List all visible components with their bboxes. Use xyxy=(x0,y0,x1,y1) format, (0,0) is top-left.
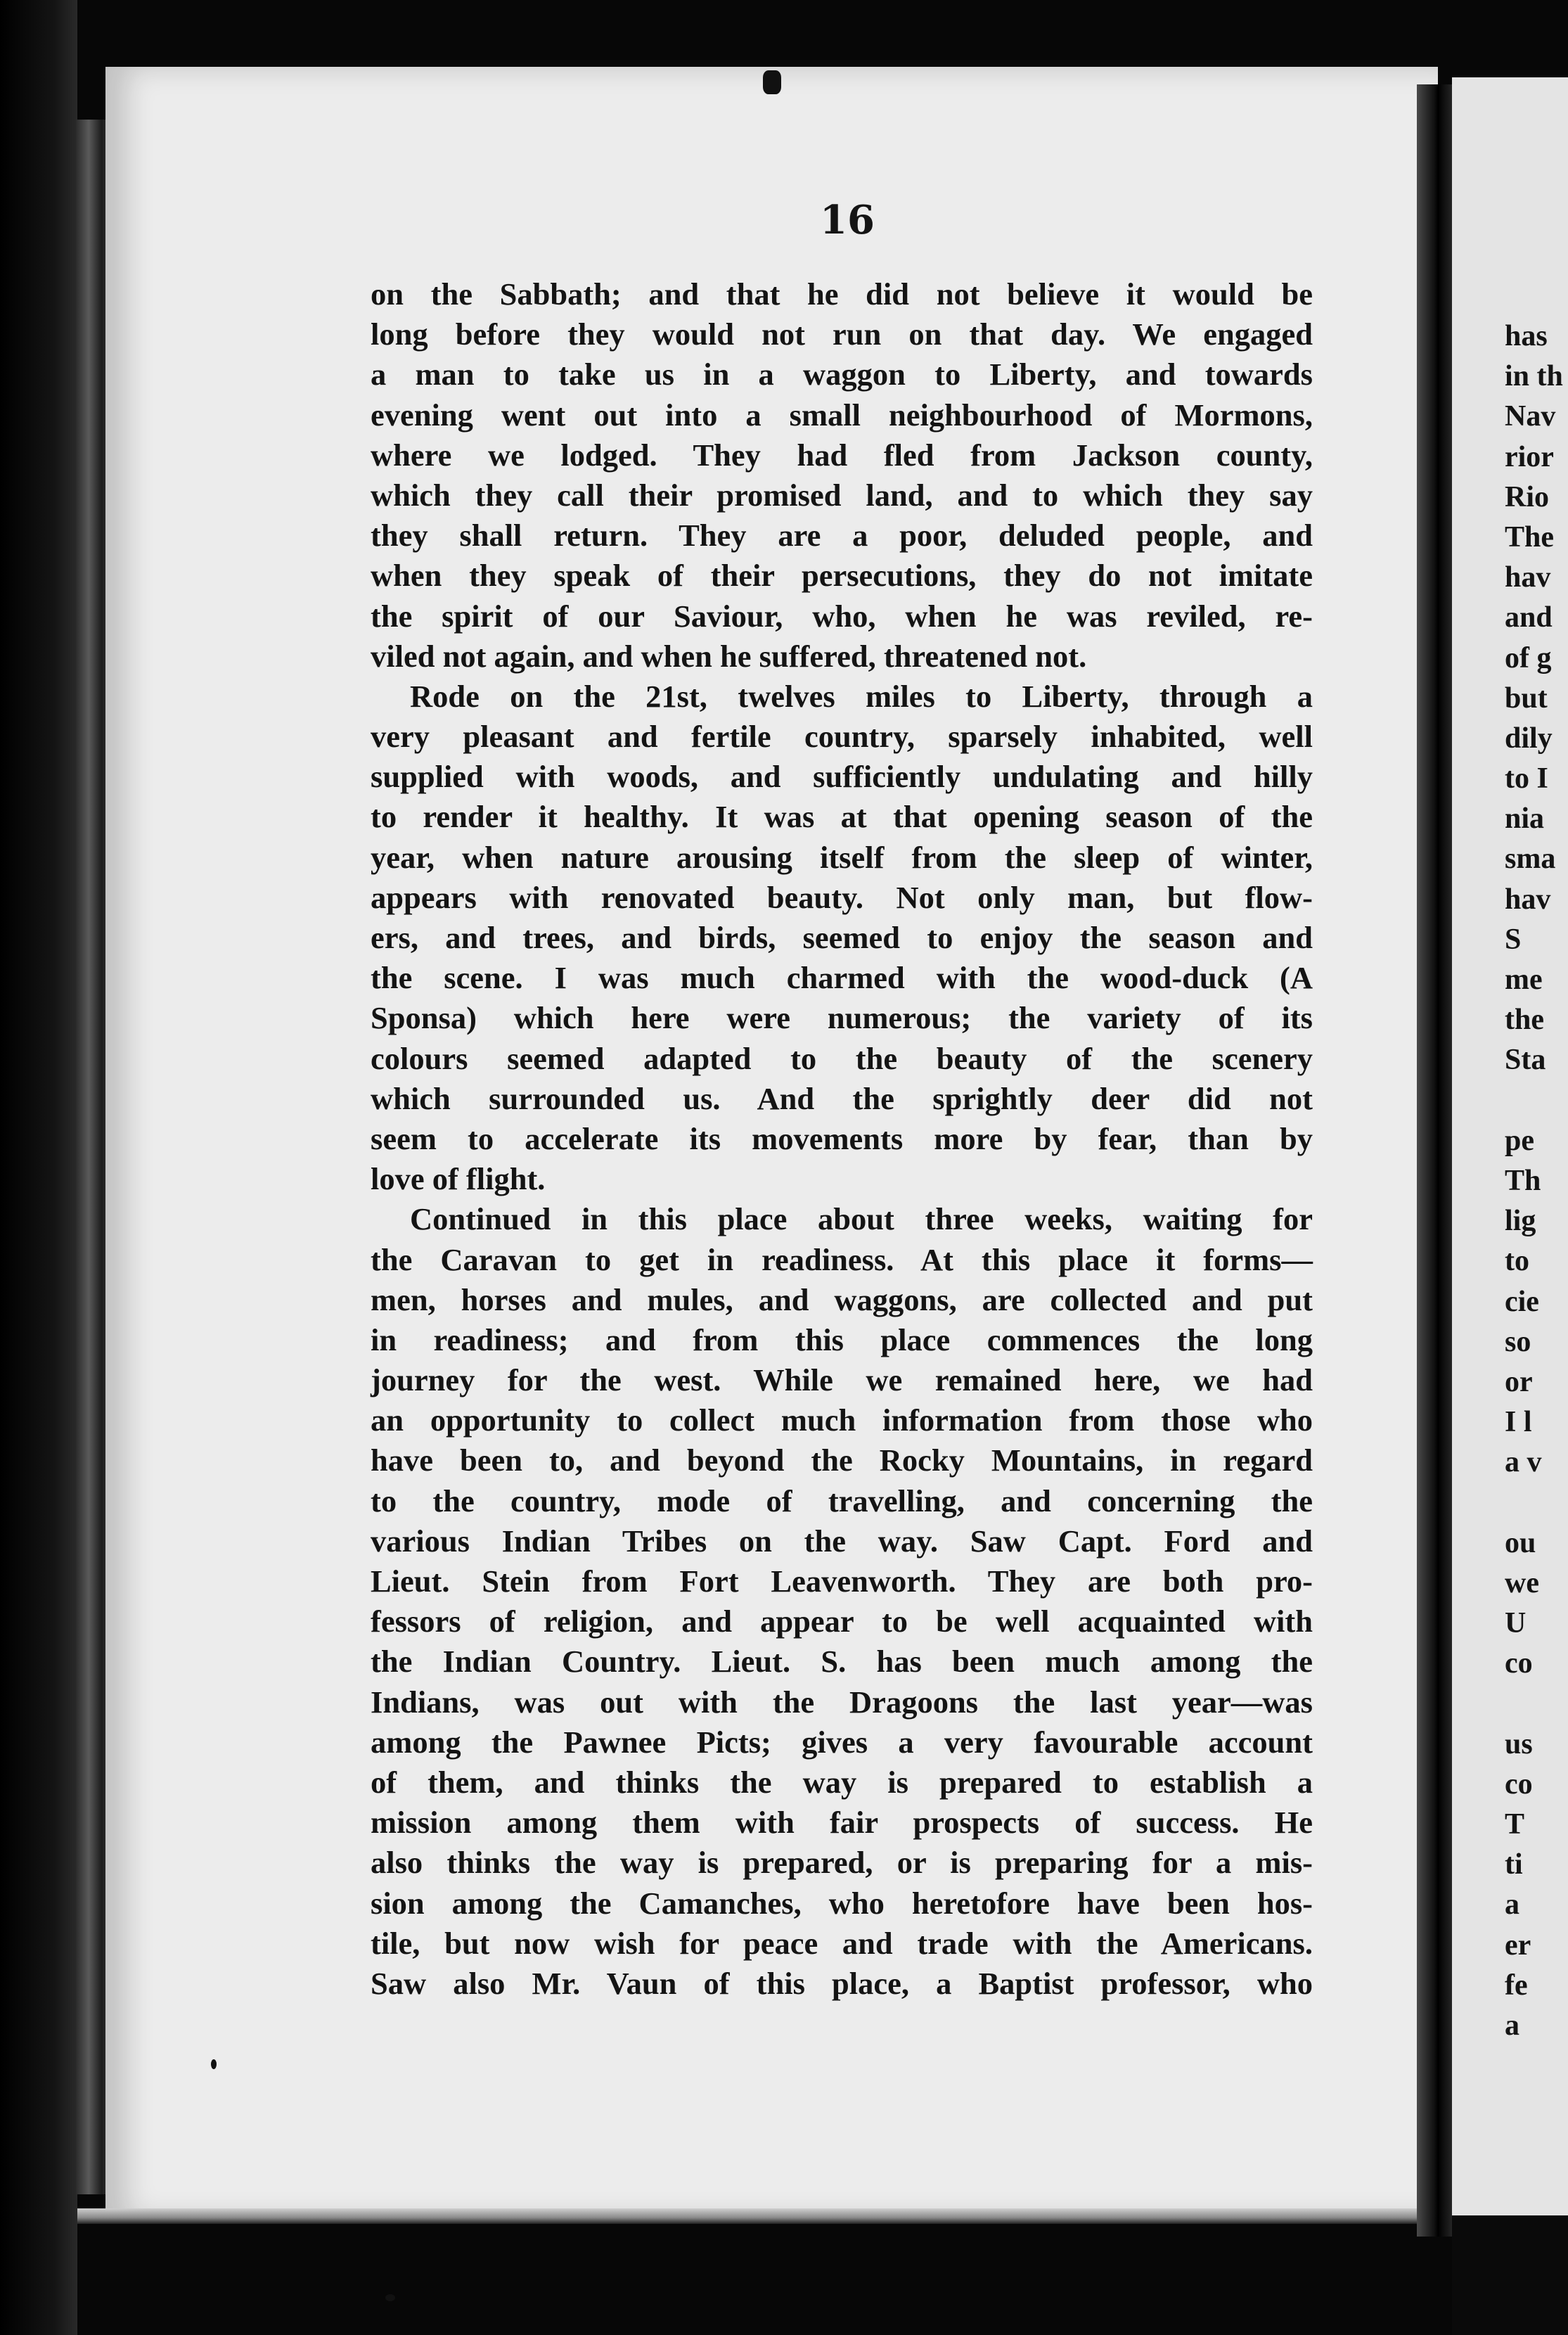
text-line: viled not again, and when he suffered, threatened not. xyxy=(371,638,1087,674)
text-line: they shall return. They are a poor, deluded people, and xyxy=(371,518,1313,554)
facing-text-fragment: hav xyxy=(1505,883,1551,916)
text-line: Indians, was out with the Dragoons the last year—was xyxy=(371,1684,1313,1720)
facing-text-fragment: pe xyxy=(1505,1124,1534,1157)
text-line: supplied with woods, and sufficiently undulating and hilly xyxy=(371,759,1313,795)
text-line: which they call their promised land, and to which they say xyxy=(371,477,1313,513)
facing-text-fragment: or xyxy=(1505,1365,1533,1398)
facing-text-fragment: lig xyxy=(1505,1205,1536,1238)
facing-text-fragment: ti xyxy=(1505,1848,1523,1881)
facing-text-fragment: Rio xyxy=(1505,480,1549,513)
facing-text-fragment: but xyxy=(1505,682,1548,715)
facing-text-fragment: dily xyxy=(1505,722,1553,755)
text-line: also thinks the way is prepared, or is preparing for a mis- xyxy=(371,1845,1313,1881)
facing-text-fragment: the xyxy=(1505,1004,1544,1037)
facing-text-fragment xyxy=(1505,1081,1568,1121)
facing-text-fragment: so xyxy=(1505,1325,1531,1358)
text-line: Saw also Mr. Vaun of this place, a Baptist professor, who xyxy=(371,1965,1313,2001)
facing-text-fragment: The xyxy=(1505,520,1555,554)
body-text-column xyxy=(371,274,1313,2004)
text-line: have been to, and beyond the Rocky Mountains, in regard xyxy=(371,1442,1313,1478)
text-line: colours seemed adapted to the beauty of the scenery xyxy=(371,1040,1313,1076)
facing-text-fragment: I l xyxy=(1505,1406,1532,1439)
facing-text-fragment: has xyxy=(1505,320,1548,352)
text-line: a man to take us in a waggon to Liberty, and towards xyxy=(371,357,1313,392)
text-line: men, horses and mules, and waggons, are collected and put xyxy=(371,1281,1313,1317)
facing-text-fragment: and xyxy=(1505,601,1553,634)
facing-text-fragment: er xyxy=(1505,1928,1531,1962)
facing-text-fragment: T xyxy=(1505,1808,1525,1841)
text-line: appears with renovated beauty. Not only man, but flow- xyxy=(371,879,1313,915)
text-line: of them, and thinks the way is prepared to establish a xyxy=(371,1764,1313,1800)
ink-speck xyxy=(763,70,781,94)
text-line: Lieut. Stein from Fort Leavenworth. They are both pro- xyxy=(371,1563,1313,1599)
facing-text-fragment xyxy=(1505,1684,1568,1724)
text-line: mission among them with fair prospects of success. He xyxy=(371,1805,1313,1841)
facing-text-fragment: U xyxy=(1505,1607,1527,1639)
text-line: Sponsa) which here were numerous; the variety of its xyxy=(371,1000,1313,1036)
ink-speck xyxy=(385,2294,395,2301)
facing-text-fragment: Th xyxy=(1505,1164,1541,1197)
text-line: the spirit of our Saviour, who, when he was reviled, re- xyxy=(371,598,1313,634)
text-line: on the Sabbath; and that he did not believe it would be xyxy=(371,276,1313,312)
text-line: tile, but now wish for peace and trade with the Americans. xyxy=(371,1925,1313,1961)
text-line: to the country, mode of travelling, and concerning the xyxy=(371,1483,1313,1518)
facing-text-fragment: co xyxy=(1505,1647,1533,1680)
text-line: an opportunity to collect much information from those who xyxy=(371,1402,1313,1438)
facing-text-fragment: S xyxy=(1505,923,1522,956)
page-number: 16 xyxy=(820,197,875,243)
facing-text-fragment: cie xyxy=(1505,1285,1539,1318)
text-line: the Caravan to get in readiness. At this place it forms— xyxy=(371,1241,1313,1277)
text-line: ers, and trees, and birds, seemed to enjoy the season and xyxy=(371,920,1313,955)
facing-text-fragment: Nav xyxy=(1505,400,1556,433)
facing-text-fragment: to xyxy=(1505,1245,1529,1278)
page-bottom-edge xyxy=(77,2208,1441,2224)
text-line: which surrounded us. And the sprightly deer did not xyxy=(371,1080,1313,1116)
text-line: in readiness; and from this place commences the long xyxy=(371,1322,1313,1357)
facing-text-fragment: nia xyxy=(1505,802,1545,836)
text-line: the Indian Country. Lieut. S. has been much among the xyxy=(371,1644,1313,1680)
facing-page-text-fragment xyxy=(1505,316,1568,2046)
facing-text-fragment: to I xyxy=(1505,762,1548,795)
text-line: seem to accelerate its movements more by fear, than by xyxy=(371,1120,1313,1156)
facing-text-fragment: a v xyxy=(1505,1446,1542,1479)
facing-text-fragment xyxy=(1505,1483,1568,1523)
facing-text-fragment: us xyxy=(1505,1727,1533,1760)
text-line: among the Pawnee Picts; gives a very favourable account xyxy=(371,1724,1313,1760)
text-line: evening went out into a small neighbourhood of Mormons, xyxy=(371,397,1313,433)
facing-text-fragment: sma xyxy=(1505,843,1556,876)
text-line: various Indian Tribes on the way. Saw Capt. Ford and xyxy=(371,1523,1313,1559)
text-line: when they speak of their persecutions, they do not imitate xyxy=(371,558,1313,594)
facing-text-fragment: we xyxy=(1505,1566,1539,1599)
text-line: Rode on the 21st, twelves miles to Liberty, through a xyxy=(410,678,1313,714)
facing-text-fragment: a xyxy=(1505,2009,1519,2042)
facing-text-fragment: of g xyxy=(1505,641,1552,674)
facing-text-fragment: hav xyxy=(1505,561,1551,594)
facing-text-fragment: me xyxy=(1505,964,1543,996)
text-line: very pleasant and fertile country, sparsely inhabited, well xyxy=(371,719,1313,755)
facing-text-fragment: co xyxy=(1505,1767,1533,1800)
text-line: Continued in this place about three weeks, waiting for xyxy=(410,1201,1313,1237)
text-line: journey for the west. While we remained here, we had xyxy=(371,1362,1313,1398)
facing-text-fragment: in th xyxy=(1505,360,1563,393)
facing-text-fragment: a xyxy=(1505,1888,1519,1921)
facing-text-fragment: ou xyxy=(1505,1526,1536,1559)
facing-text-fragment: Sta xyxy=(1505,1044,1546,1077)
text-line: to render it healthy. It was at that opening season of the xyxy=(371,799,1313,835)
ink-speck xyxy=(211,2059,217,2069)
text-line: long before they would not run on that day. We engaged xyxy=(371,316,1313,352)
film-border-left xyxy=(0,0,77,2335)
film-border-bottom-right xyxy=(1452,2215,1568,2335)
text-line: love of flight. xyxy=(371,1161,546,1197)
text-line: where we lodged. They had fled from Jackson county, xyxy=(371,437,1313,473)
facing-text-fragment: rior xyxy=(1505,440,1554,473)
text-line: sion among the Camanches, who heretofore have been hos- xyxy=(371,1885,1313,1921)
book-gutter xyxy=(1417,84,1455,2237)
facing-text-fragment: fe xyxy=(1505,1969,1528,2002)
text-line: fessors of religion, and appear to be well acquainted with xyxy=(371,1604,1313,1639)
text-line: year, when nature arousing itself from the sleep of winter, xyxy=(371,839,1313,875)
text-line: the scene. I was much charmed with the wood-duck (A xyxy=(371,960,1313,996)
